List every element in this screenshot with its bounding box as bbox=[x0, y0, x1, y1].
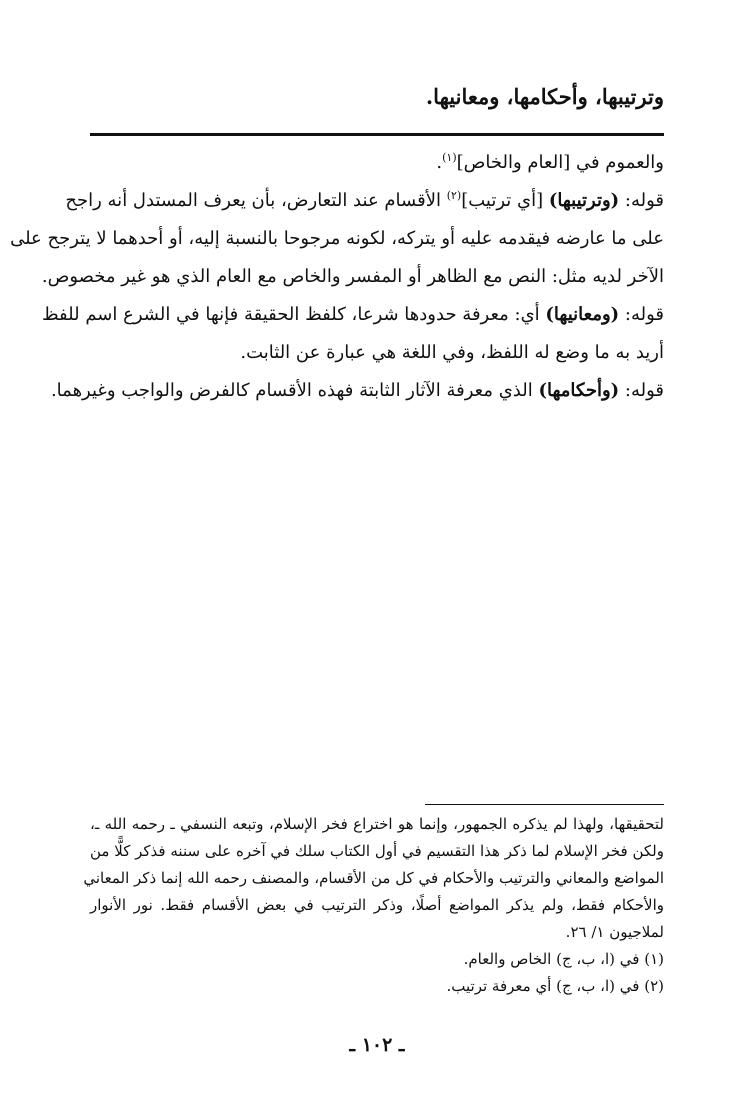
footnote-continued-line: لملاجيون ١/ ٢٦. bbox=[565, 923, 664, 941]
main-text bbox=[10, 144, 664, 410]
paragraph-2-keyword: (وترتيبها) bbox=[548, 190, 620, 211]
paragraph-2-prefix: قوله: bbox=[619, 190, 664, 211]
paragraph-4-keyword: (وأحكامها) bbox=[538, 380, 620, 401]
paragraph-3-prefix: قوله: bbox=[619, 304, 664, 325]
paragraph-4-rest: الذي معرفة الآثار الثابتة فهذه الأقسام كالفرض والواجب وغيرهما. bbox=[50, 380, 539, 401]
footnote-separator bbox=[425, 804, 664, 805]
paragraph-3-line-1 bbox=[41, 296, 664, 334]
footnote-1: (١) في (ا، ب، ج) الخاص والعام. bbox=[463, 950, 664, 968]
footnote-continued-line: والأحكام فقط، ولم يذكر المواضع أصلًا، وذكر الترتيب في بعض الأقسام فقط. نور الأنوار bbox=[90, 896, 664, 914]
footnote-2: (٢) في (ا، ب، ج) أي معرفة ترتيب. bbox=[446, 977, 664, 995]
footnote-continued-line: ولكن فخر الإسلام لما ذكر هذا التقسيم في أول الكتاب سلك في آخره على سننه فذكر كلًّا من bbox=[90, 842, 664, 860]
paragraph-1-end: . bbox=[436, 152, 443, 173]
paragraph-3-line-2: أريد به ما وضع له اللفظ، وفي اللغة هي عبارة عن الثابت. bbox=[240, 342, 664, 363]
page-number: ـ ١٠٢ ـ bbox=[349, 1034, 405, 1056]
paragraph-2-line-2: على ما عارضه فيقدمه عليه أو يتركه، لكونه مرجوحا بالنسبة إليه، أو أحدهما لا يترجح على bbox=[10, 228, 664, 249]
footnote-continued-line: المواضع والمعاني والترتيب والأحكام في كل من الأقسام، والمصنف رحمه الله إنما ذكر المعاني bbox=[83, 869, 664, 887]
header-rule bbox=[90, 133, 664, 136]
paragraph-2-line-3: الآخر لديه مثل: النص مع الظاهر أو المفسر والخاص مع العام الذي هو غير مخصوص. bbox=[41, 266, 664, 287]
paragraph-2-line-1-rest: الأقسام عند التعارض، بأن يعرف المستدل أنه راجح bbox=[65, 190, 447, 211]
paragraph-4-prefix: قوله: bbox=[619, 380, 664, 401]
footnotes bbox=[83, 811, 664, 1000]
footnote-ref-2[interactable]: (٢) bbox=[446, 189, 462, 202]
footnote-continued-line: لتحقيقها، ولهذا لم يذكره الجمهور، وإنما هو اختراع فخر الإسلام، وتبعه النسفي ـ رحمه الله ـ، bbox=[90, 815, 664, 833]
paragraph-1 bbox=[90, 144, 664, 182]
footnote-ref-1[interactable]: (١) bbox=[442, 151, 457, 164]
paragraph-2-line-1 bbox=[65, 182, 664, 220]
paragraph-2-bracket: [أي ترتيب] bbox=[461, 190, 549, 211]
paragraph-4 bbox=[50, 372, 664, 410]
paragraph-1-text: والعموم في [العام والخاص] bbox=[456, 152, 664, 173]
paragraph-3-keyword: (ومعانيها) bbox=[545, 304, 620, 325]
paragraph-3-line-1-rest: أي: معرفة حدودها شرعا، كلفظ الحقيقة فإنها في الشرع اسم للفظ bbox=[41, 304, 546, 325]
running-header: وترتيبها، وأحكامها، ومعانيها. bbox=[425, 84, 664, 109]
